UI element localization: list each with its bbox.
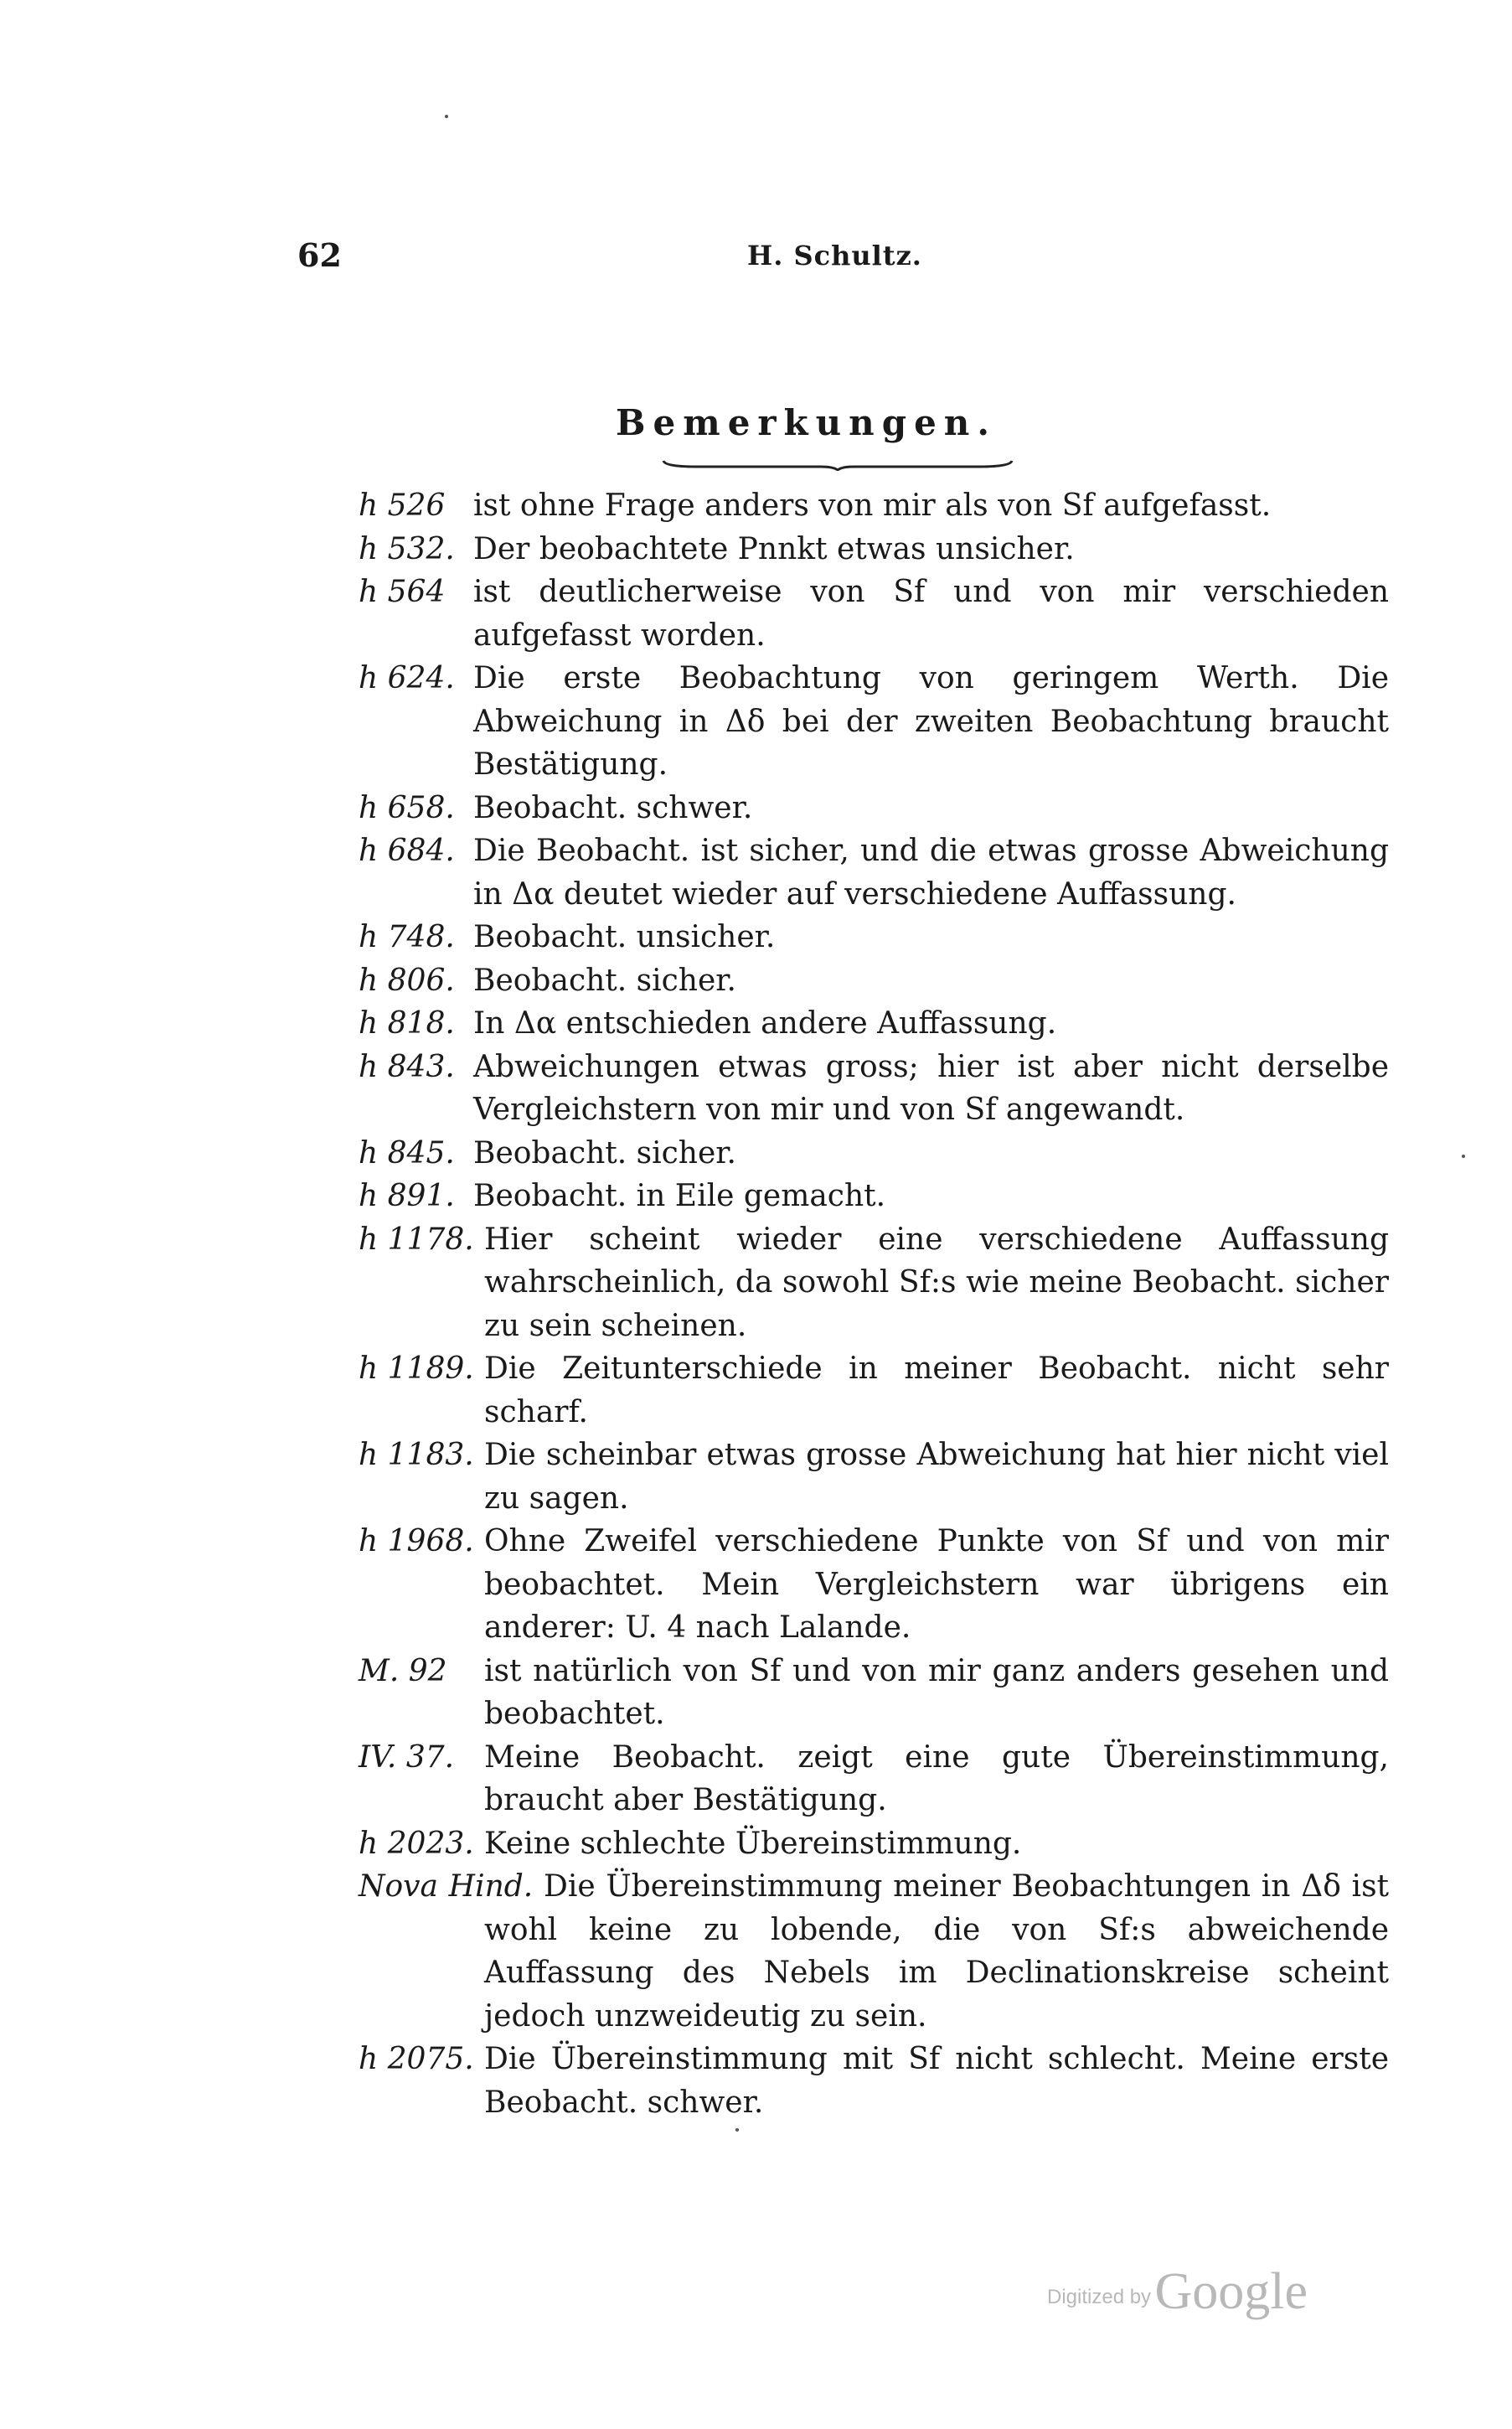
- remark-text: Die erste Beobachtung von geringem Werth. Die Abweichung in Δδ bei der zweiten Beobachtung braucht Bestätigung.: [473, 661, 1389, 782]
- remark-h843: [359, 1046, 1389, 1132]
- remark-ref: h 843.: [359, 1049, 455, 1084]
- title-underline: [662, 459, 1014, 471]
- remark-text: Die Übereinstimmung meiner Beobachtungen in Δδ ist wohl keine zu lobende, die von Sf:s abweichende Auffassung des Nebels im Declinationskreise scheint jedoch unzweideutig zu sein.: [484, 1869, 1390, 2034]
- remark-ref: h 564: [359, 575, 446, 609]
- remark-ref: h 624.: [359, 661, 455, 695]
- remark-h2075: [359, 2038, 1389, 2124]
- remark-ref: h 891.: [359, 1179, 455, 1213]
- remark-ref: h 1189.: [359, 1351, 474, 1386]
- remark-ref: h 658.: [359, 790, 455, 825]
- remark-ref: h 1968.: [359, 1524, 474, 1558]
- remark-text: Der beobachtete Pnnkt etwas unsicher.: [473, 531, 1075, 566]
- remark-ref: h 532.: [359, 531, 455, 566]
- digitized-watermark: [1047, 2262, 1308, 2322]
- remark-h684: [359, 829, 1389, 916]
- remark-ref: h 526: [359, 488, 446, 523]
- remark-h1178: [359, 1218, 1389, 1348]
- remark-h658: [359, 787, 1389, 830]
- remark-text: Beobacht. schwer.: [473, 790, 753, 825]
- ink-speck: [1462, 1155, 1465, 1158]
- remark-h891: [359, 1175, 1389, 1218]
- remark-h748: [359, 916, 1389, 959]
- remark-ref: M. 92: [359, 1653, 447, 1688]
- remark-text: Beobacht. unsicher.: [473, 920, 776, 954]
- remark-text: In Δα entschieden andere Auffassung.: [473, 1006, 1057, 1041]
- ink-speck: [445, 115, 448, 118]
- remark-text: Beobacht. sicher.: [473, 1135, 736, 1171]
- remark-text: ist natürlich von Sf und von mir ganz anders gesehen und beobachtet.: [484, 1653, 1389, 1731]
- remark-ref: h 806.: [359, 963, 455, 998]
- remark-ref: IV. 37.: [359, 1739, 455, 1775]
- section-title: Bemerkungen.: [616, 402, 997, 443]
- remark-text: Die Zeitunterschiede in meiner Beobacht. nicht sehr scharf.: [484, 1351, 1389, 1429]
- page-number: 62: [297, 236, 342, 274]
- remark-text: Hier scheint wieder eine verschiedene Auffassung wahrscheinlich, da sowohl Sf:s wie meine Beobacht. sicher zu sein scheinen.: [484, 1222, 1389, 1343]
- remark-iv37: [359, 1736, 1389, 1822]
- remark-text: ist ohne Frage anders von mir als von Sf aufgefasst.: [473, 488, 1272, 523]
- remark-ref: h 1183.: [359, 1438, 474, 1472]
- remark-text: Meine Beobacht. zeigt eine gute Übereinstimmung, braucht aber Bestätigung.: [484, 1739, 1389, 1817]
- section-title-wrap: [0, 402, 1512, 443]
- remark-text: Keine schlechte Übereinstimmung.: [484, 1826, 1022, 1861]
- remark-text: Ohne Zweifel verschiedene Punkte von Sf und von mir beobachtet. Mein Vergleichstern war übrigens ein anderer: U. 4 nach Lalande.: [484, 1524, 1389, 1645]
- remark-ref: h 1178.: [359, 1222, 474, 1257]
- remark-h1183: [359, 1434, 1389, 1520]
- remark-h2023: [359, 1822, 1389, 1866]
- remark-text: Die scheinbar etwas grosse Abweichung hat hier nicht viel zu sagen.: [484, 1438, 1389, 1516]
- page-header: [0, 236, 1512, 287]
- remark-h624: [359, 657, 1389, 787]
- remark-ref: h 2075.: [359, 2042, 474, 2076]
- remark-ref: Nova Hind.: [359, 1869, 534, 1904]
- remark-h1968: [359, 1520, 1389, 1650]
- remark-h818: [359, 1002, 1389, 1046]
- remark-text: Beobacht. sicher.: [473, 963, 736, 998]
- google-wordmark: Google: [1154, 2263, 1308, 2320]
- remark-ref: h 818.: [359, 1006, 455, 1041]
- remark-m92: [359, 1650, 1389, 1736]
- remark-text: Abweichungen etwas gross; hier ist aber nicht derselbe Vergleichstern von mir und von Sf angewandt.: [473, 1049, 1389, 1127]
- remark-nova-hind: [359, 1865, 1389, 2038]
- remark-text: ist deutlicherweise von Sf und von mir verschieden aufgefasst worden.: [473, 575, 1389, 653]
- remark-h1189: [359, 1347, 1389, 1434]
- remarks-list: [359, 484, 1389, 2124]
- ink-speck: [735, 2128, 739, 2132]
- remark-h564: [359, 571, 1389, 657]
- running-head: H. Schultz.: [747, 240, 922, 271]
- remark-h526: [359, 484, 1389, 528]
- remark-h532: [359, 528, 1389, 571]
- remark-ref: h 684.: [359, 834, 455, 868]
- remark-h845: [359, 1132, 1389, 1176]
- digitized-prefix: Digitized by: [1047, 2286, 1152, 2308]
- remark-text: Die Beobacht. ist sicher, und die etwas grosse Abweichung in Δα deutet wieder auf verschiedene Auffassung.: [473, 834, 1389, 912]
- remark-text: Beobacht. in Eile gemacht.: [473, 1179, 886, 1213]
- remark-h806: [359, 959, 1389, 1003]
- remark-ref: h 2023.: [359, 1826, 474, 1861]
- remark-ref: h 845.: [359, 1135, 455, 1171]
- remark-text: Die Übereinstimmung mit Sf nicht schlecht. Meine erste Beobacht. schwer.: [484, 2042, 1389, 2120]
- remark-ref: h 748.: [359, 920, 455, 954]
